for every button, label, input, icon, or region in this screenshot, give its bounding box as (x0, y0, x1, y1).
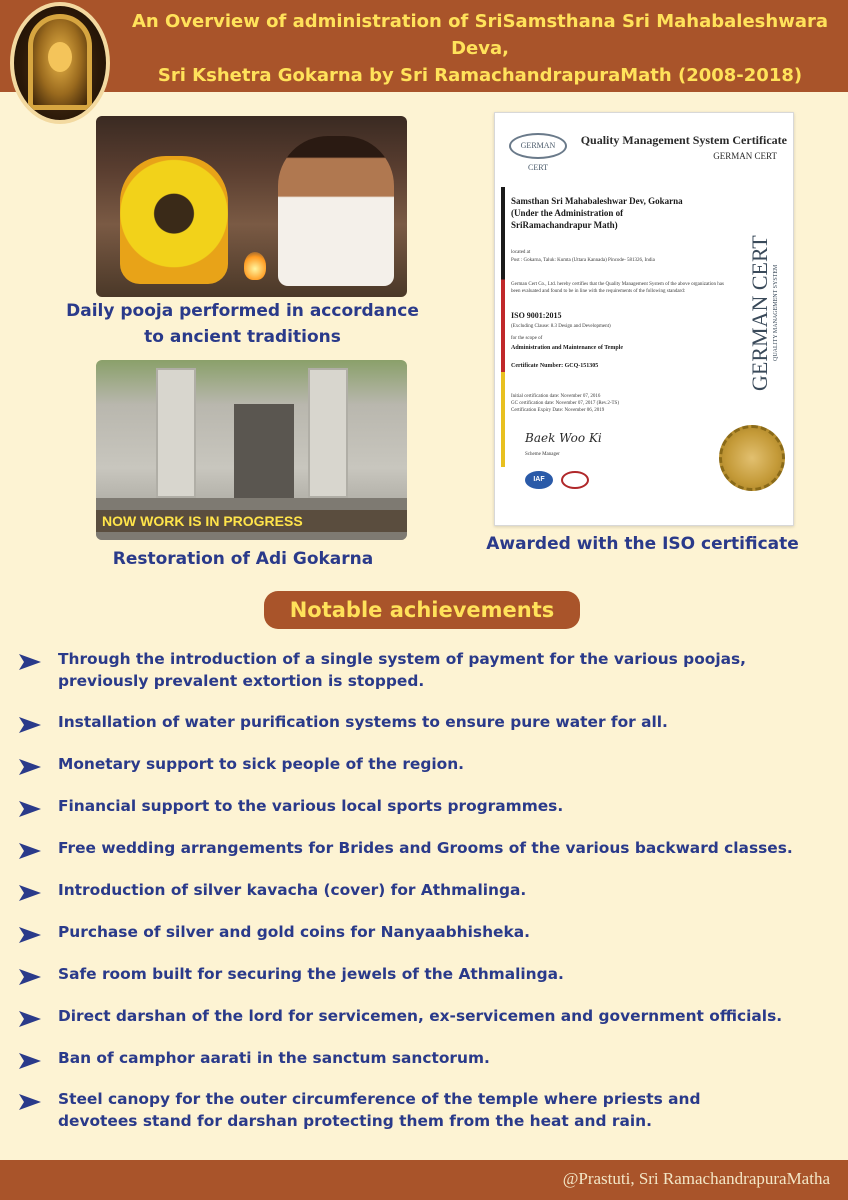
restoration-caption: Restoration of Adi Gokarna (112, 549, 374, 569)
work-progress-label: NOW WORK IS IN PROGRESS (96, 510, 407, 532)
iso-exclusion: (Excluding Clause: 8.3 Design and Development) (511, 324, 611, 329)
org-line-3: SriRamachandrapur Math) (511, 220, 618, 230)
side-sub: QUALITY MANAGEMENT SYSTEM (773, 264, 779, 362)
gold-seal-icon (719, 425, 785, 491)
arrow-bullet-icon (18, 926, 42, 944)
scope-intro: for the scope of (511, 336, 543, 341)
side-text: GERMAN CERT (747, 235, 772, 391)
achievement-text (58, 753, 838, 775)
iso-caption: Awarded with the ISO certificate (486, 534, 799, 554)
certificate-side-mark (747, 223, 777, 403)
achievement-line-1: Direct darshan of the lord for servicemen, ex-servicemen and government officials. (58, 1007, 783, 1025)
flower-decorated-deity (120, 156, 228, 284)
arrow-bullet-icon (18, 1010, 42, 1028)
date-initial: Initial certification date: November 07, 2016 (511, 394, 601, 399)
iso-standard: ISO 9001:2015 (511, 311, 562, 320)
achievement-text (58, 1047, 838, 1069)
achievement-text (58, 795, 838, 817)
arrow-bullet-icon (18, 884, 42, 902)
achievement-line-2: previously prevalent extortion is stopped. (58, 672, 425, 690)
iso-certificate (494, 112, 794, 526)
achievement-text (58, 1088, 838, 1132)
achievement-line-1: Purchase of silver and gold coins for Nanyaabhisheka. (58, 923, 530, 941)
temple-pillar (308, 368, 348, 498)
arrow-bullet-icon (18, 968, 42, 986)
org-line-1: Samsthan Sri Mahabaleshwar Dev, Gokarna (511, 196, 683, 206)
certificate-address: Post : Gokarna, Taluk: Kumta (Uttara Kannada) Pincode- 581326, India (511, 258, 655, 263)
arrow-bullet-icon (18, 800, 42, 818)
certificate-subtitle: GERMAN CERT (713, 151, 777, 161)
arrow-bullet-icon (18, 842, 42, 860)
pooja-photo (96, 116, 407, 297)
arrow-bullet-icon (18, 1052, 42, 1070)
aarati-flame-icon (244, 252, 266, 280)
achievement-line-2: devotees stand for darshan protecting them from the heat and rain. (58, 1112, 652, 1130)
certificate-number: Certificate Number: GCQ-151305 (511, 363, 599, 369)
achievement-text (58, 837, 838, 859)
achievement-line-1: Introduction of silver kavacha (cover) for Athmalinga. (58, 881, 527, 899)
date-expiry: Certification Expiry Date: November 06, 2019 (511, 408, 605, 413)
achievement-text (58, 963, 838, 985)
arrow-bullet-icon (18, 716, 42, 734)
title-line-2: Sri Kshetra Gokarna by Sri RamachandrapuraMath (2008-2018) (157, 65, 803, 86)
certificate-organization (511, 195, 731, 231)
deity-logo (10, 2, 110, 124)
title-line-1: An Overview of administration of SriSamsthana Sri Mahabaleshwara Deva, (132, 11, 828, 59)
certificate-dates (511, 393, 731, 414)
arrow-bullet-icon (18, 653, 42, 671)
achievement-line-1: Safe room built for securing the jewels of the Athmalinga. (58, 965, 564, 983)
signature: Baek Woo Ki (525, 431, 602, 445)
achievement-text (58, 711, 838, 733)
german-cert-logo: GERMAN CERT (509, 133, 567, 159)
achievement-text (58, 648, 838, 692)
achievement-text (58, 879, 838, 901)
date-gc: GC certification date: November 07, 2017 (Rev.2-TS) (511, 401, 619, 406)
achievement-line-1: Monetary support to sick people of the region. (58, 755, 465, 773)
priest-figure (278, 136, 394, 286)
footer-band (0, 1160, 848, 1200)
certificate-color-bar (501, 187, 505, 467)
pooja-caption-line-1: Daily pooja performed in accordance (66, 301, 419, 321)
iaf-logo: IAF (525, 471, 553, 489)
located-at: located at (511, 250, 531, 255)
page-title (116, 8, 844, 89)
kab-logo-icon (561, 471, 589, 489)
pooja-caption (60, 298, 425, 350)
arrow-bullet-icon (18, 1093, 42, 1111)
pooja-caption-line-2: to ancient traditions (144, 327, 341, 347)
achievements-heading: Notable achievements (264, 591, 580, 629)
achievement-line-1: Ban of camphor aarati in the sanctum sanctorum. (58, 1049, 490, 1067)
achievement-text (58, 1005, 838, 1027)
achievement-line-1: Free wedding arrangements for Brides and Grooms of the various backward classes. (58, 839, 793, 857)
signature-role: Scheme Manager (525, 452, 560, 457)
temple-photo (96, 360, 407, 540)
certificate-scope: Administration and Maintenance of Temple (511, 345, 624, 351)
certify-statement: German Cert Co., Ltd. hereby certifies that the Quality Management System of the above organization has been evaluated and found to be in line with the requirements of the following standard: (511, 282, 724, 294)
achievement-line-1: Installation of water purification systems to ensure pure water for all. (58, 713, 668, 731)
achievement-line-1: Steel canopy for the outer circumference of the temple where priests and (58, 1090, 701, 1108)
achievement-text (58, 921, 838, 943)
temple-pillar (156, 368, 196, 498)
org-line-2: (Under the Administration of (511, 208, 624, 218)
deity-face-icon (48, 42, 72, 72)
certificate-title: Quality Management System Certificate (580, 133, 787, 147)
temple-door (234, 404, 294, 498)
footer-credit: @Prastuti, Sri RamachandrapuraMatha (562, 1169, 830, 1188)
achievement-line-1: Financial support to the various local sports programmes. (58, 797, 564, 815)
achievement-line-1: Through the introduction of a single system of payment for the various poojas, (58, 650, 747, 668)
arrow-bullet-icon (18, 758, 42, 776)
